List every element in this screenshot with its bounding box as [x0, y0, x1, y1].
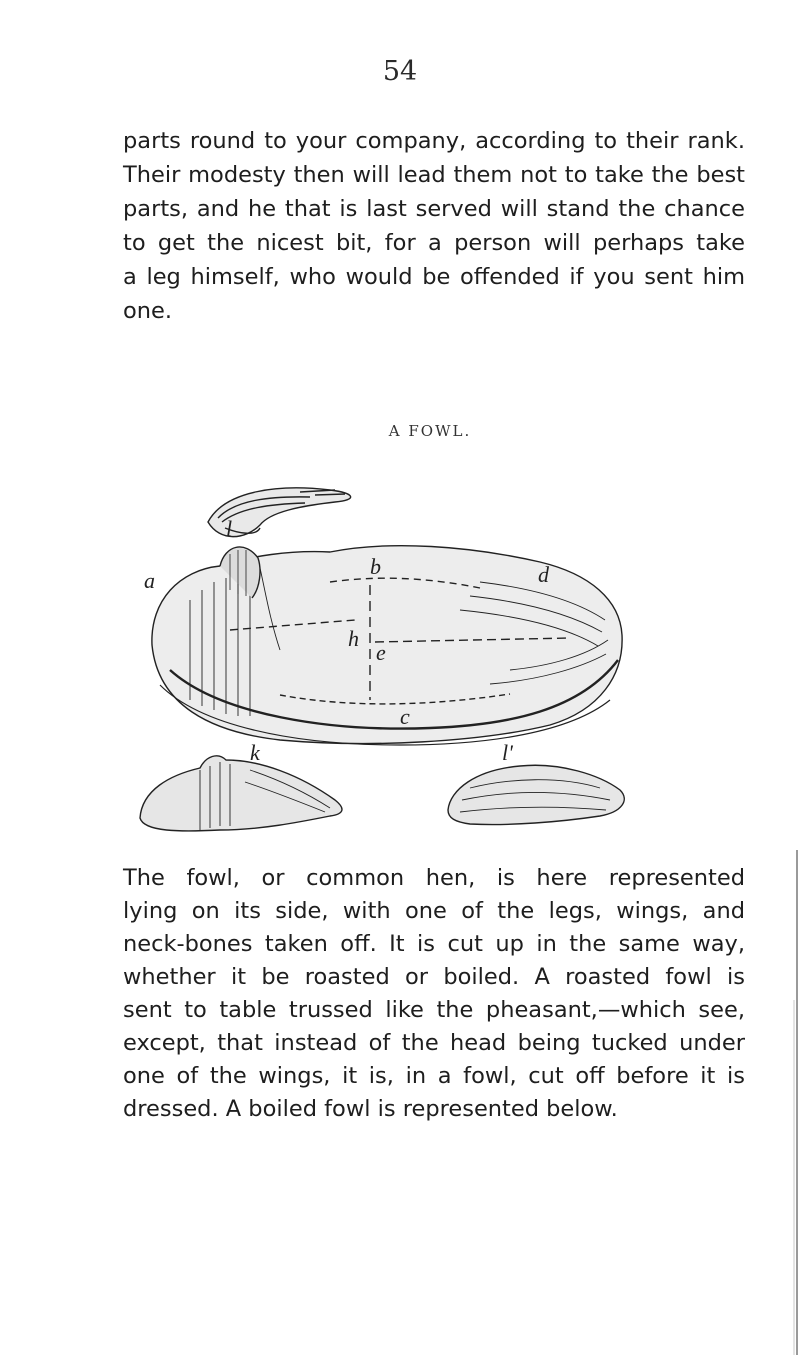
label-e: e	[376, 640, 386, 665]
label-h: h	[348, 626, 359, 651]
figure-caption: A FOWL.	[388, 422, 472, 440]
text-line: parts round to your company, according to their rank.	[123, 128, 745, 154]
label-b: b	[370, 554, 381, 579]
paragraph-top	[123, 124, 745, 328]
text-line: The fowl, or common hen, is here represented	[123, 865, 745, 891]
text-line: lying on its side, with one of the legs, wings, and	[123, 898, 745, 924]
page-edge-shadow	[788, 0, 800, 1355]
text-line: dressed. A boiled fowl is represented below.	[123, 1096, 618, 1122]
label-c: c	[400, 704, 410, 729]
text-line: one.	[123, 298, 173, 324]
label-d: d	[538, 562, 549, 587]
text-line: sent to table trussed like the pheasant,—which see,	[123, 997, 745, 1023]
fowl-body	[152, 546, 622, 745]
label-l-prime: l'	[502, 740, 513, 765]
fowl-engraving	[130, 470, 650, 870]
text-line: Their modesty then will lead them not to take the best	[123, 162, 745, 188]
text-line: one of the wings, it is, in a fowl, cut off before it is	[123, 1063, 745, 1089]
text-line: a leg himself, who would be offended if you sent him	[123, 264, 745, 290]
text-line: to get the nicest bit, for a person will perhaps take	[123, 230, 745, 256]
text-line: whether it be roasted or boiled. A roasted fowl is	[123, 964, 745, 990]
text-line: neck-bones taken off. It is cut up in the same way,	[123, 931, 745, 957]
text-line: except, that instead of the head being tucked under	[123, 1030, 745, 1056]
label-l: l	[226, 516, 233, 541]
label-a: a	[144, 568, 155, 593]
text-line: parts, and he that is last served will stand the chance	[123, 196, 745, 222]
label-k: k	[250, 740, 260, 765]
leg-piece	[140, 756, 342, 831]
wing-piece	[448, 765, 624, 824]
paragraph-bottom	[123, 862, 745, 1126]
page-number: 54	[382, 56, 418, 87]
